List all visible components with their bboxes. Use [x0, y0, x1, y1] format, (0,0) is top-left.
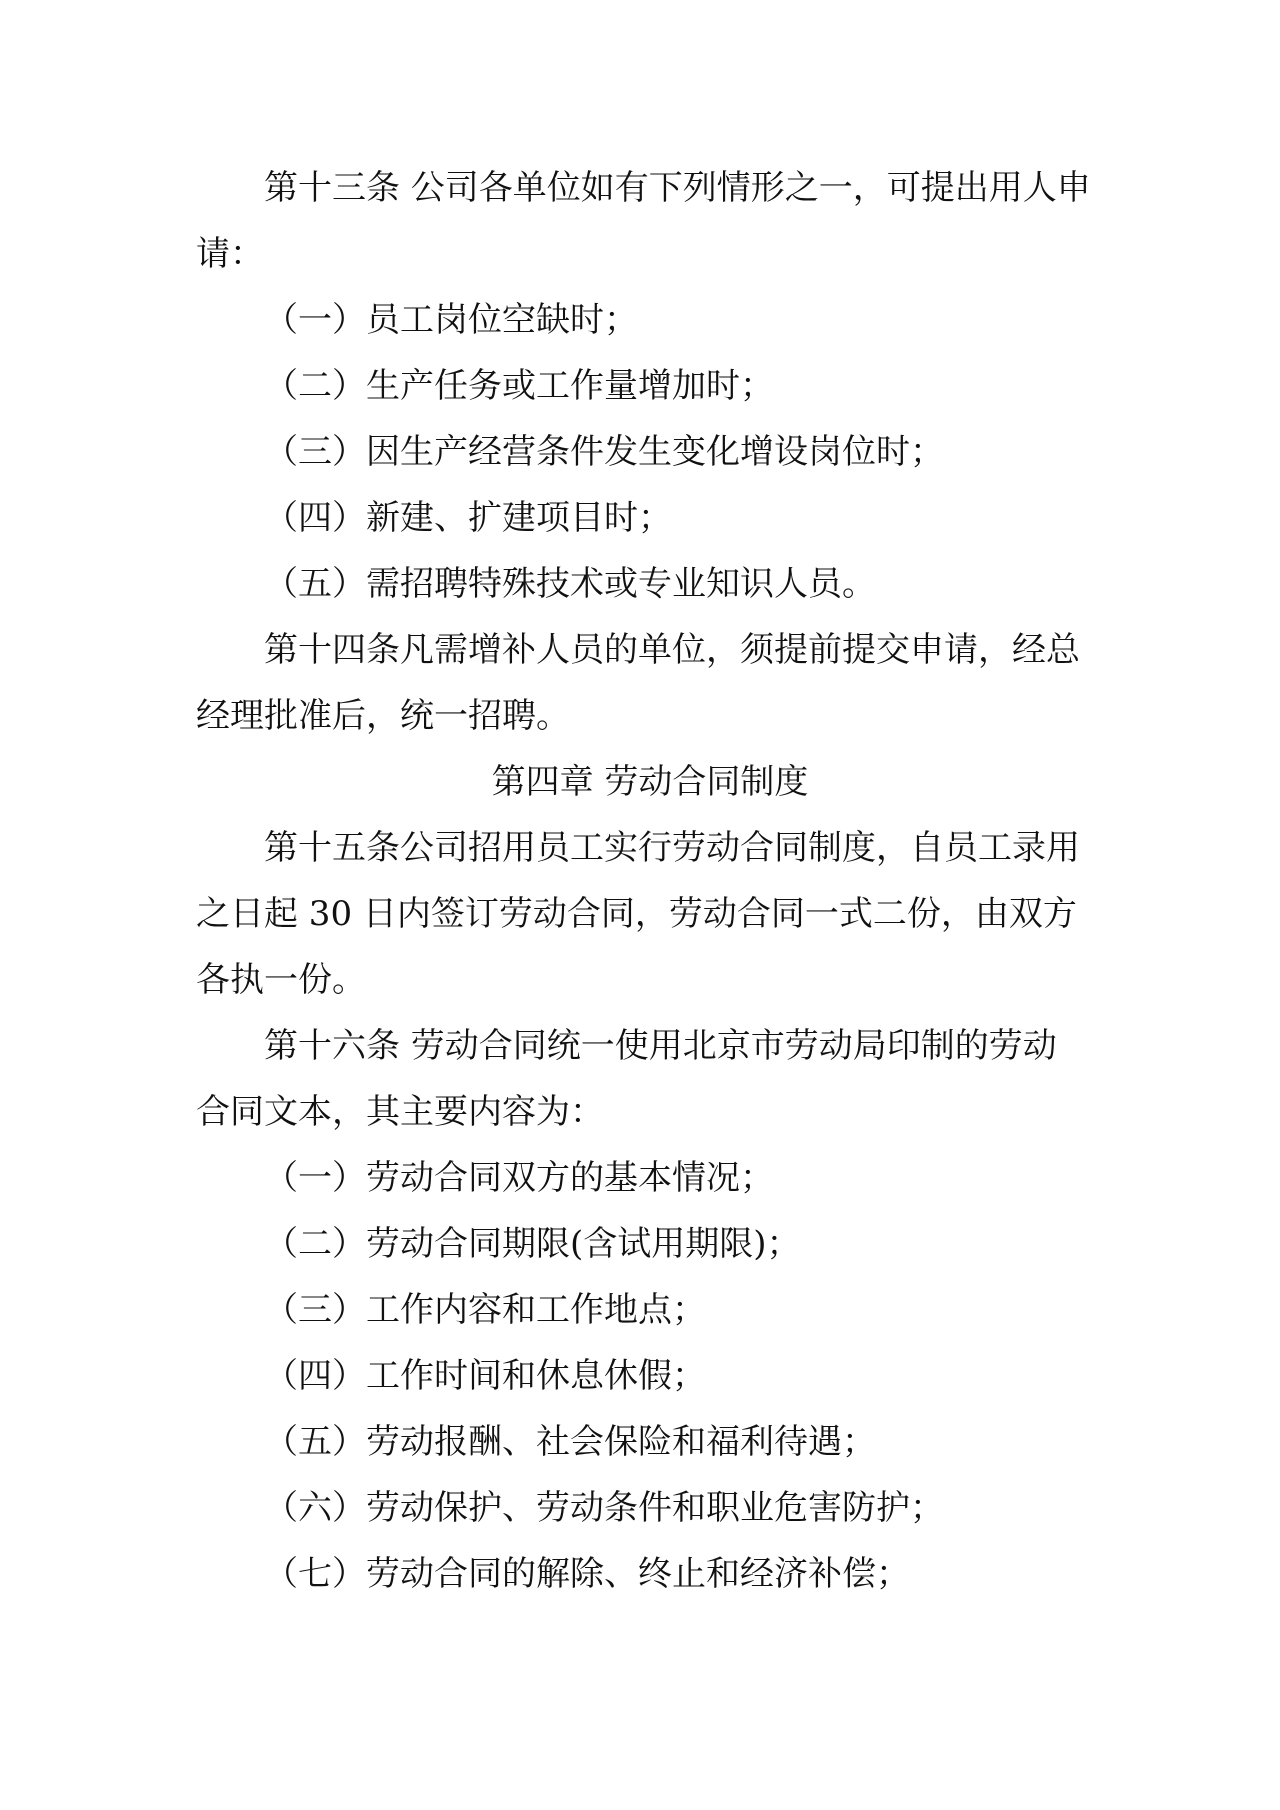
article-16-item-1: （一）劳动合同双方的基本情况； — [264, 1158, 774, 1198]
article-16-item-6: （六）劳动保护、劳动条件和职业危害防护； — [264, 1488, 944, 1528]
article-16-item-4: （四）工作时间和休息休假； — [264, 1356, 706, 1396]
article-16-item-5: （五）劳动报酬、社会保险和福利待遇； — [264, 1422, 876, 1462]
article-15-line-2: 之日起 30 日内签订劳动合同，劳动合同一式二份，由双方 — [196, 894, 1077, 934]
article-13-item-4: （四）新建、扩建项目时； — [264, 498, 672, 538]
article-16-item-2: （二）劳动合同期限(含试用期限)； — [264, 1224, 801, 1264]
article-13-item-5: （五）需招聘特殊技术或专业知识人员。 — [264, 564, 876, 604]
article-15-line-3: 各执一份。 — [196, 960, 366, 1000]
chapter-4-heading: 第四章 劳动合同制度 — [491, 762, 809, 802]
article-14-line-2: 经理批准后，统一招聘。 — [196, 696, 570, 736]
article-13-item-1: （一）员工岗位空缺时； — [264, 300, 638, 340]
article-13-line-1: 第十三条 公司各单位如有下列情形之一，可提出用人申 — [264, 168, 1091, 208]
article-13-item-2: （二）生产任务或工作量增加时； — [264, 366, 774, 406]
article-15-line-1: 第十五条公司招用员工实行劳动合同制度，自员工录用 — [264, 828, 1080, 868]
article-13-item-3: （三）因生产经营条件发生变化增设岗位时； — [264, 432, 944, 472]
article-14-line-1: 第十四条凡需增补人员的单位，须提前提交申请，经总 — [264, 630, 1080, 670]
article-13-line-2: 请： — [196, 234, 264, 274]
article-16-line-1: 第十六条 劳动合同统一使用北京市劳动局印制的劳动 — [264, 1026, 1057, 1066]
article-16-item-7: （七）劳动合同的解除、终止和经济补偿； — [264, 1554, 910, 1594]
article-16-line-2: 合同文本，其主要内容为： — [196, 1092, 604, 1132]
article-16-item-3: （三）工作内容和工作地点； — [264, 1290, 706, 1330]
